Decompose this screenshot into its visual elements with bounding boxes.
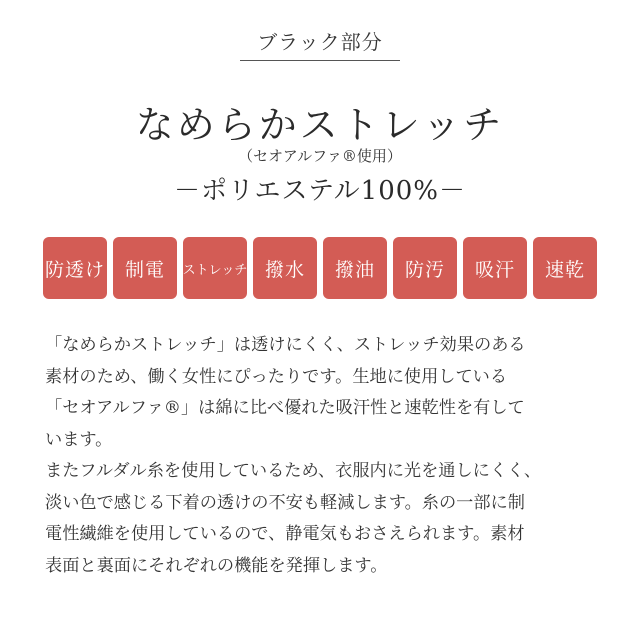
badge-anti-see-through: 防透け: [43, 237, 107, 299]
feature-badges: [43, 237, 597, 299]
product-title: なめらかストレッチ: [135, 103, 505, 147]
badge-oil-repellent: 撥油: [323, 237, 387, 299]
section-label: ブラック部分: [257, 30, 383, 54]
badge-sweat-absorbent: 吸汗: [463, 237, 527, 299]
badge-stretch: ストレッチ: [183, 237, 247, 299]
section-divider: [240, 60, 400, 61]
material-composition: －ポリエステル100%－: [174, 176, 466, 206]
badge-water-repellent: 撥水: [253, 237, 317, 299]
description-paragraph: 「なめらかストレッチ」は透けにくく、ストレッチ効果のある 素材のため、働く女性にぴったりです。生地に使用している 「セオアルファ®」は綿に比べ優れた吸汗性と速乾性を有して います。: [45, 335, 526, 450]
description-paragraph: またフルダル糸を使用しているため、衣服内に光を通しにくく、 淡い色で感じる下着の透けの不安も軽減します。糸の一部に制 電性繊維を使用しているので、静電気もおさえられます。素材 表面と裏面にそれぞれの機能を発揮します。: [45, 461, 542, 576]
badge-antistatic: 制電: [113, 237, 177, 299]
product-subtitle: （セオアルファ®使用）: [238, 147, 402, 165]
badge-quick-dry: 速乾: [533, 237, 597, 299]
description: [45, 330, 605, 582]
badge-stain-resistant: 防汚: [393, 237, 457, 299]
